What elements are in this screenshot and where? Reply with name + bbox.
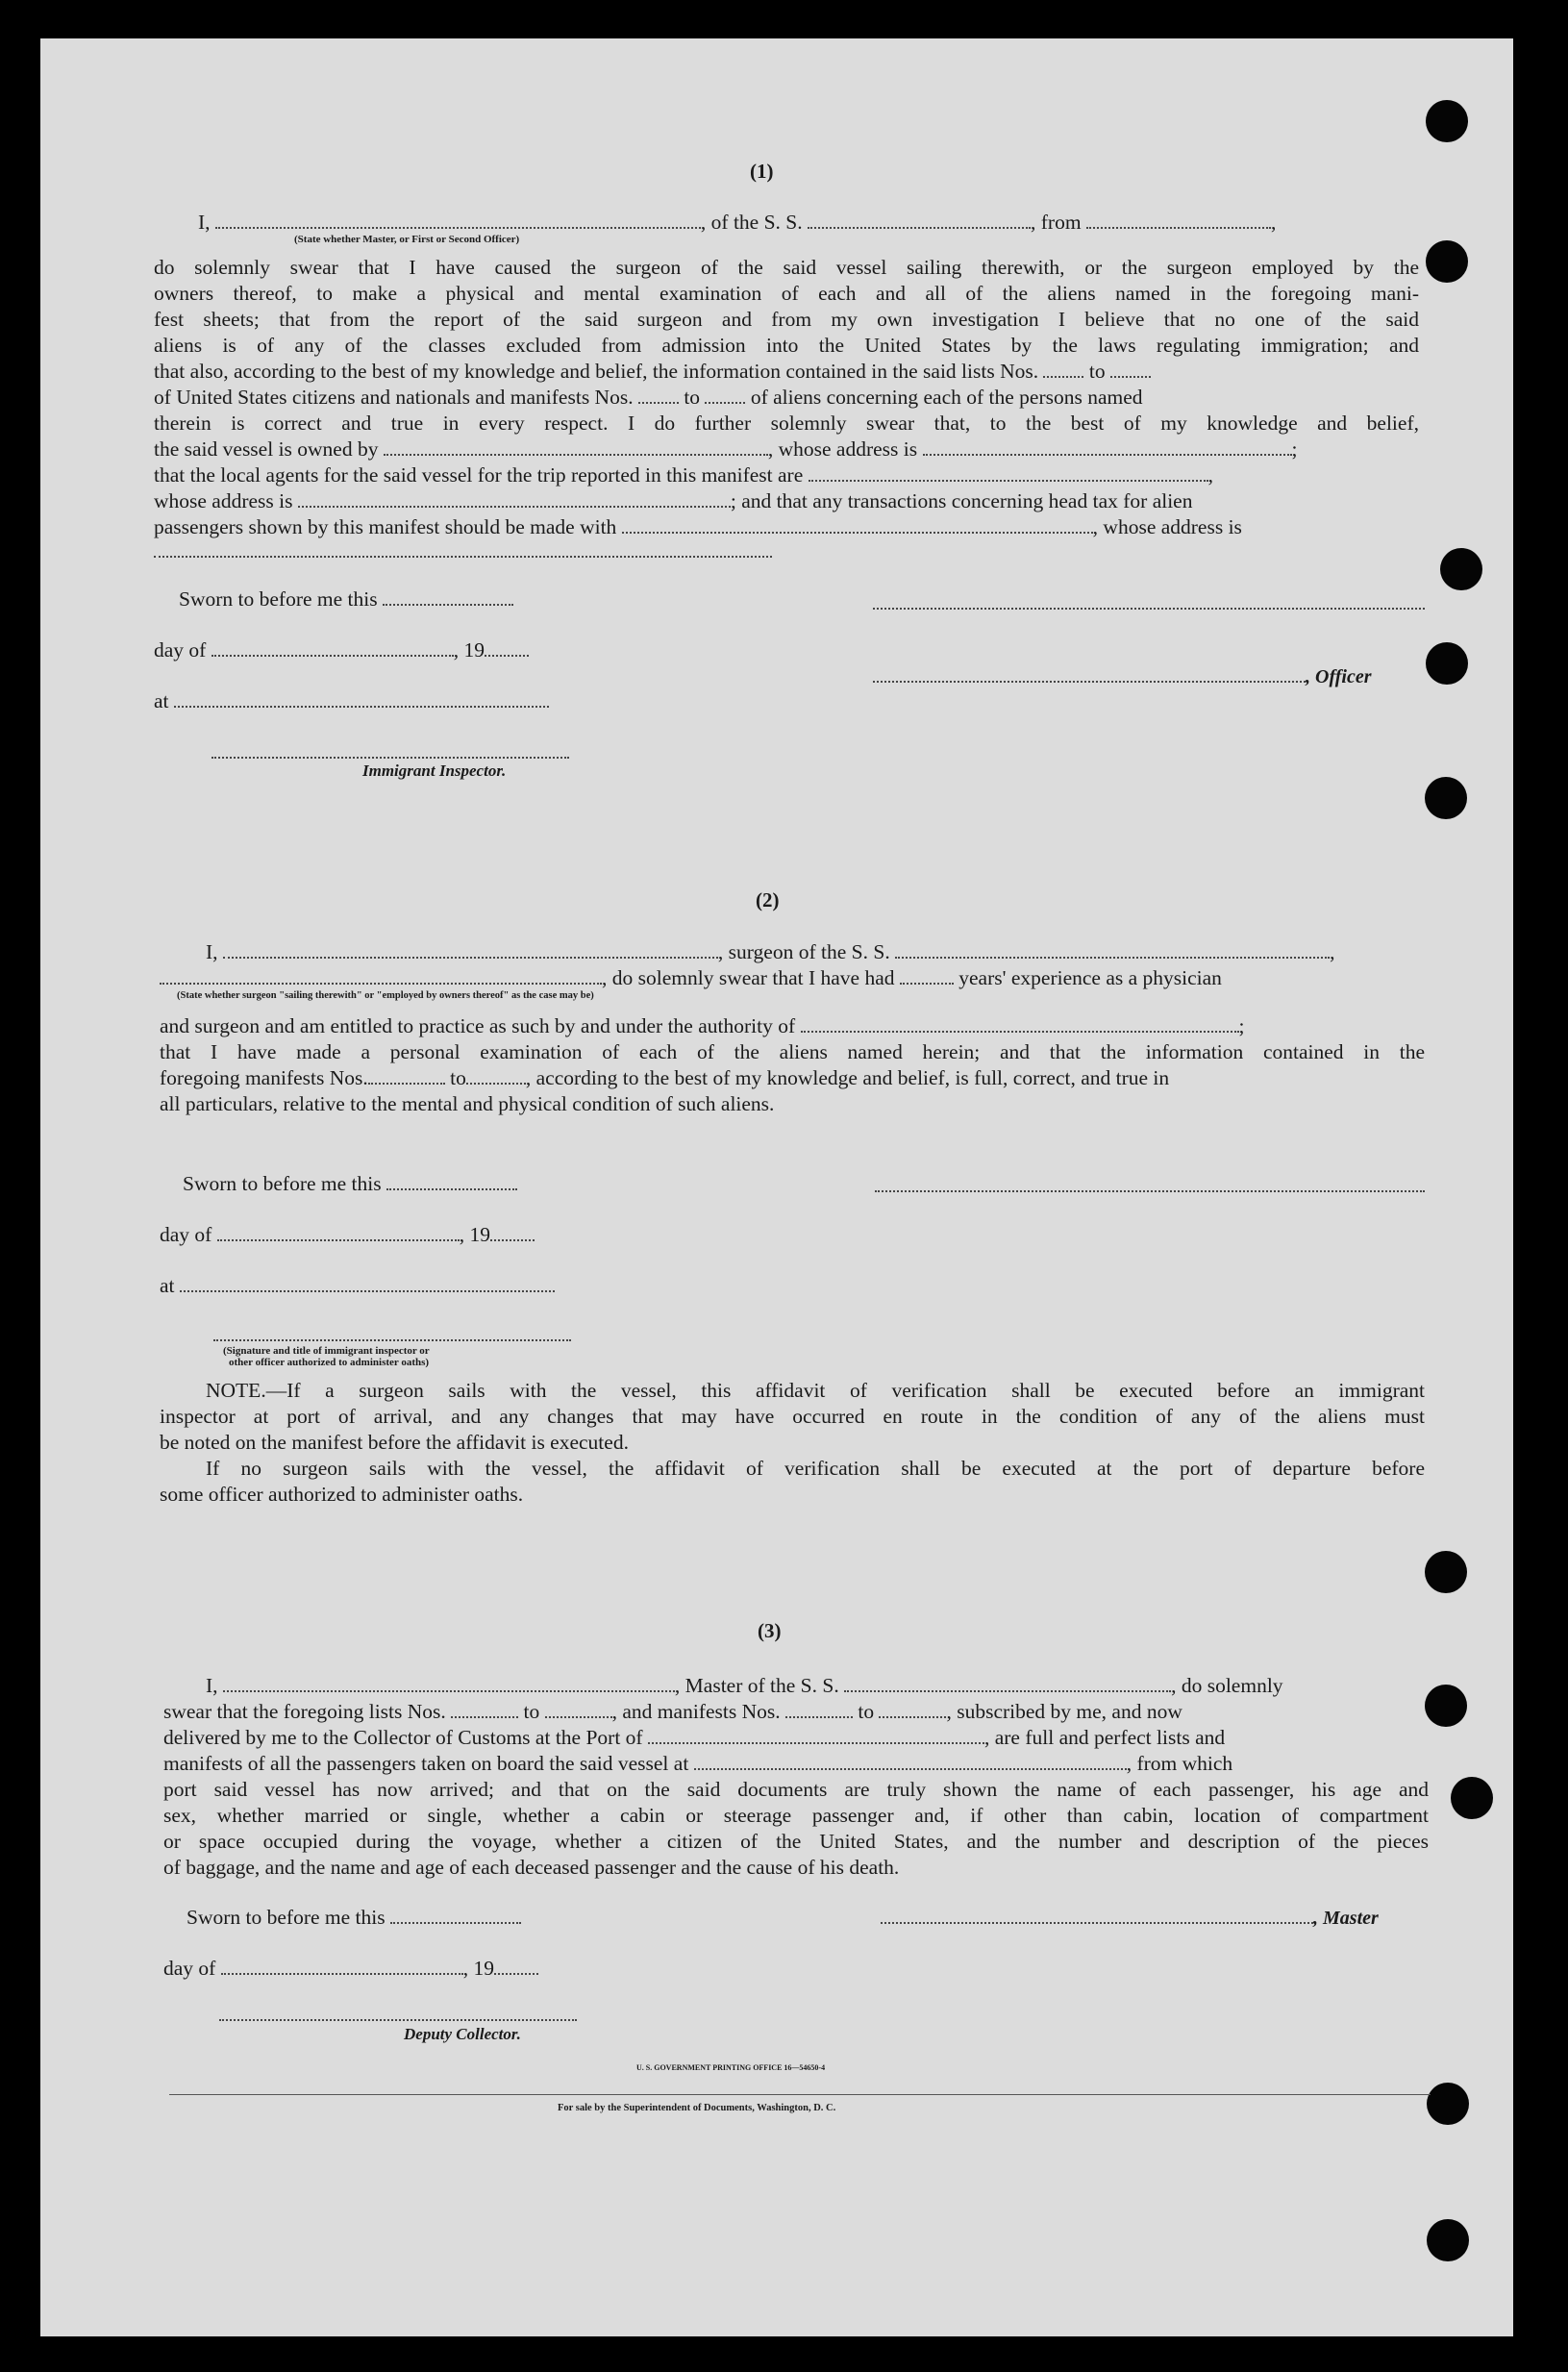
section-2-line-5: foregoing manifests Nos. to , according to the best of my knowledge and belief, is full, correct, and true in <box>160 1066 1170 1089</box>
section-1-officer-note: (State whether Master, or First or Second Officer) <box>294 234 520 245</box>
section-3-line-7: or space occupied during the voyage, whether a citizen of the United States, and the number and description of the pieces <box>163 1830 1429 1853</box>
punch-hole <box>1440 548 1482 590</box>
section-3-line-8: of baggage, and the name and age of each deceased passenger and the cause of his death. <box>163 1856 900 1879</box>
section-3-heading: (3) <box>758 1619 782 1642</box>
section-2-heading: (2) <box>756 888 780 911</box>
punch-hole <box>1425 777 1467 819</box>
section-1-day: day of , 19 <box>154 637 529 663</box>
section-1-para-line: owners thereof, to make a physical and mental examination of each and all of the aliens named in the foregoing mani- <box>154 282 1419 305</box>
section-1-line-9: the said vessel is owned by , whose address is ; <box>154 437 1298 461</box>
note-paragraph: be noted on the manifest before the affidavit is executed. <box>160 1431 629 1454</box>
section-3-line-2: swear that the foregoing lists Nos. to , and manifests Nos. to , subscribed by me, and now <box>163 1700 1182 1723</box>
section-3-sworn: Sworn to before me this <box>187 1905 521 1931</box>
section-2-line-4: that I have made a personal examination of each of the aliens named herein; and that the information contained in the <box>160 1040 1425 1063</box>
punch-hole <box>1426 642 1468 685</box>
section-1-line-6: that also, according to the best of my knowledge and belief, the information contained in the said lists Nos. to <box>154 359 1151 385</box>
form-page <box>40 38 1513 2336</box>
section-3-master: , Master <box>881 1905 1379 1932</box>
punch-hole <box>1451 1777 1493 1819</box>
section-2-day: day of , 19 <box>160 1222 535 1248</box>
punch-hole <box>1426 240 1468 283</box>
punch-hole <box>1427 2219 1469 2261</box>
immigrant-inspector-label: Immigrant Inspector. <box>362 762 507 780</box>
section-3-day: day of , 19 <box>163 1956 538 1982</box>
section-3-line-1: I, , Master of the S. S. , do solemnly <box>206 1674 1283 1697</box>
blank-line <box>154 556 772 558</box>
section-1-line-12: passengers shown by this manifest should be made with , whose address is <box>154 515 1242 538</box>
sale-note: For sale by the Superintendent of Documents, Washington, D. C. <box>558 2103 836 2113</box>
section-1-para-line: aliens is of any of the classes excluded from admission into the United States by the laws regulating immigration; and <box>154 334 1419 357</box>
punch-hole <box>1425 1685 1467 1727</box>
signature-title-note: (Signature and title of immigrant inspector or <box>223 1345 430 1357</box>
note-paragraph: some officer authorized to administer oaths. <box>160 1483 524 1506</box>
section-1-line-11: whose address is ; and that any transactions concerning head tax for alien <box>154 489 1193 512</box>
section-1-heading: (1) <box>750 160 774 183</box>
footer-rule <box>169 2094 1431 2095</box>
section-1-line-10: that the local agents for the said vessel for the trip reported in this manifest are , <box>154 463 1213 487</box>
signature-line <box>873 608 1425 610</box>
note-paragraph: NOTE.—If a surgeon sails with the vessel, this affidavit of verification shall be executed before an immigrant <box>206 1379 1425 1402</box>
section-1-officer: , Officer <box>873 663 1372 690</box>
section-3-line-3: delivered by me to the Collector of Customs at the Port of , are full and perfect lists and <box>163 1726 1226 1749</box>
section-2-at: at <box>160 1273 555 1299</box>
section-2-line-1: I, , surgeon of the S. S. , <box>206 940 1335 963</box>
section-3-line-6: sex, whether married or single, whether a cabin or steerage passenger and, if other than cabin, location of compartment <box>163 1804 1429 1827</box>
section-2-surgeon-note: (State whether surgeon "sailing therewith" or "employed by owners thereof" as the case may be) <box>177 990 594 1001</box>
signature-title-note: other officer authorized to administer oaths) <box>229 1357 430 1368</box>
section-1-line-8: therein is correct and true in every respect. I do further solemnly swear that, to the best of my knowledge and belief, <box>154 412 1419 435</box>
note-paragraph: If no surgeon sails with the vessel, the affidavit of verification shall be executed at the port of departure before <box>206 1457 1425 1480</box>
section-1-at: at <box>154 688 549 714</box>
collector-signature-line <box>219 2019 577 2021</box>
section-2-sworn: Sworn to before me this <box>183 1171 517 1197</box>
section-2-line-2: , do solemnly swear that I have had years' experience as a physician <box>160 965 1222 991</box>
section-1-line-1: I, , of the S. S. , from , <box>198 211 1277 234</box>
gpo-imprint: U. S. GOVERNMENT PRINTING OFFICE 16—54650-4 <box>636 2063 826 2072</box>
punch-hole <box>1426 100 1468 142</box>
section-2-line-3: and surgeon and am entitled to practice as such by and under the authority of ; <box>160 1014 1245 1037</box>
punch-hole <box>1425 1551 1467 1593</box>
inspector-signature-line <box>212 757 569 759</box>
section-3-line-4: manifests of all the passengers taken on board the said vessel at , from which <box>163 1752 1233 1775</box>
punch-hole <box>1427 2083 1469 2125</box>
deputy-collector-label: Deputy Collector. <box>404 2025 521 2043</box>
section-1-sworn: Sworn to before me this <box>179 587 513 612</box>
section-1-para-line: fest sheets; that from the report of the said surgeon and from my own investigation I believe that no one of the said <box>154 308 1419 331</box>
section-1-line-7: of United States citizens and nationals and manifests Nos. to of aliens concerning each of the persons named <box>154 386 1143 409</box>
section-1-para-line: do solemnly swear that I have caused the surgeon of the said vessel sailing therewith, or the surgeon employed by the <box>154 256 1419 279</box>
section-3-line-5: port said vessel has now arrived; and that on the said documents are truly shown the name of each passenger, his age and <box>163 1778 1429 1801</box>
inspector-signature-line <box>213 1339 571 1341</box>
section-2-line-6: all particulars, relative to the mental and physical condition of such aliens. <box>160 1092 775 1115</box>
signature-line <box>875 1190 1425 1192</box>
note-paragraph: inspector at port of arrival, and any changes that may have occurred en route in the condition of any of the aliens must <box>160 1405 1425 1428</box>
